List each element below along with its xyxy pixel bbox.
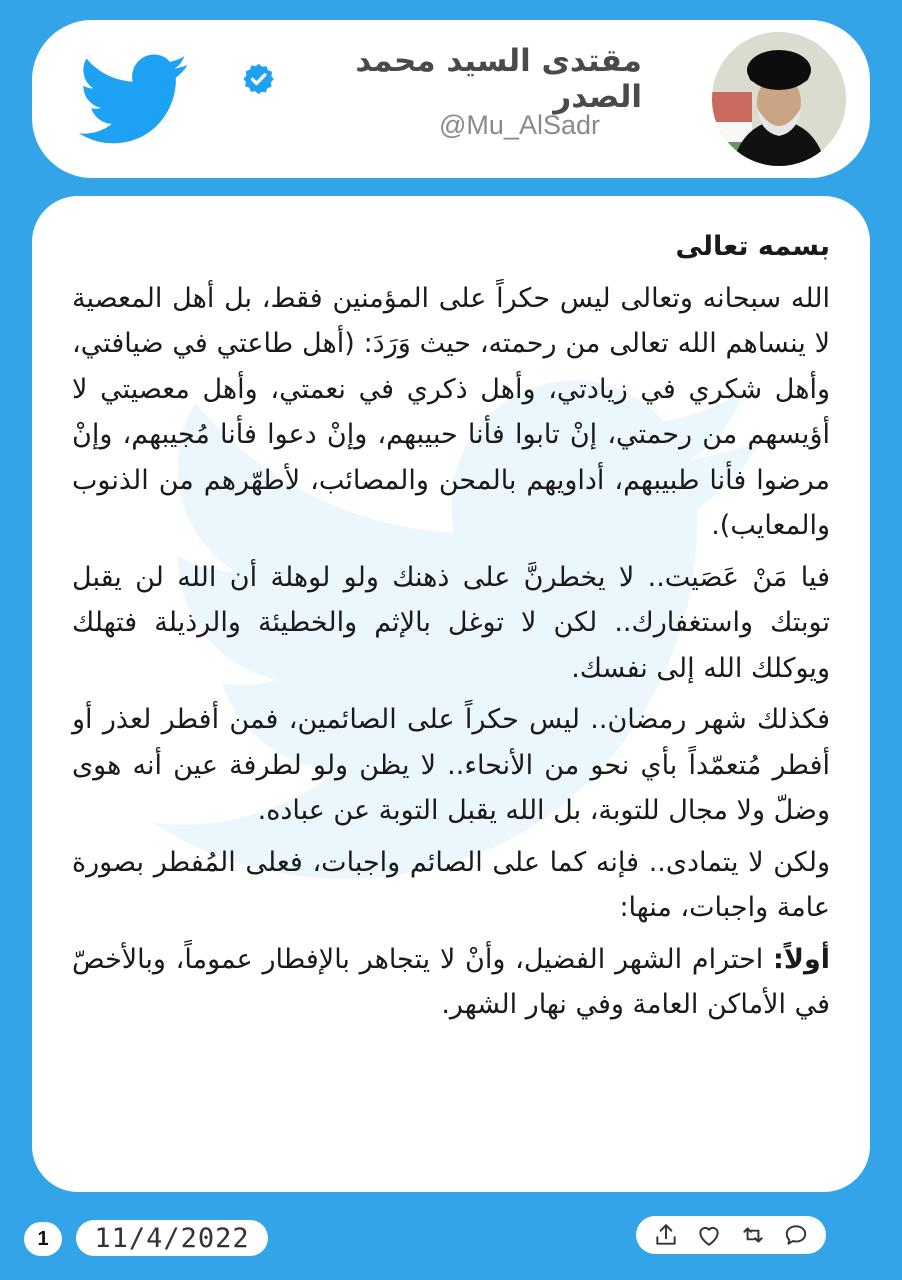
point-label: أولاً: [773,943,830,975]
name-row [242,43,642,115]
verified-badge-icon [242,61,275,97]
tweet-point-1 [72,937,830,1028]
tweet-actions [636,1216,826,1254]
tweet-body [72,224,830,1034]
like-icon[interactable] [696,1222,722,1248]
user-handle: @Mu_AlSadr [439,110,600,140]
point-text: احترام الشهر الفضيل، وأنْ لا يتجاهر بالإفطار عموماً، وبالأخصّ في الأماكن العامة وفي نهار الشهر. [72,943,830,1020]
tweet-date: 11/4/2022 [76,1220,268,1256]
reply-icon[interactable] [783,1222,809,1248]
tweet-card [32,196,870,1192]
tweet-paragraph-3: فكذلك شهر رمضان.. ليس حكراً على الصائمين، فمن أفطر لعذر أو أفطر مُتعمّداً بأي نحو من الأنحاء.. لا يظن ولو لطرفة عين أنه هوى وضلّ ولا مجال للتوبة، بل الله يقبل التوبة عن عباده. [72,704,830,826]
tweet-paragraph-1: الله سبحانه وتعالى ليس حكراً على المؤمنين فقط، بل أهل المعصية لا ينساهم الله تعالى من رحمته، حيث وَرَدَ: (أهل طاعتي في ضيافتي، وأهل شكري في زيادتي، وأهل ذكري في نعمتي، وأهل معصيتي لا أؤيسهم من رحمتي، إنْ تابوا فأنا حبيبهم، وإنْ دعوا فأنا مُجيبهم، وإنْ مرضوا فأنا طبيبهم، أداويهم بالمحن والمصائب، لأطهّرهم من الذنوب والمعايب). [72,282,830,541]
avatar [712,32,846,166]
display-name: مقتدى السيد محمد الصدر [355,43,642,115]
profile-header [32,20,870,178]
share-icon[interactable] [653,1222,679,1248]
tweet-paragraph-2: فيا مَنْ عَصَيت.. لا يخطرنَّ على ذهنك ولو لوهلة أن الله لن يقبل توبتك واستغفارك.. لكن لا توغل بالإثم والخطيئة والرذيلة فتهلك ويوكلك الله إلى نفسك. [72,561,830,684]
page-number: 1 [24,1222,62,1256]
tweet-paragraph-4: ولكن لا يتمادى.. فإنه كما على الصائم واجبات، فعلى المُفطر بصورة عامة واجبات، منها: [72,846,830,923]
twitter-bird-icon [78,54,190,146]
avatar-portrait [712,32,846,166]
tweet-opening: بسمه تعالى [675,231,830,262]
retweet-icon[interactable] [740,1222,766,1248]
